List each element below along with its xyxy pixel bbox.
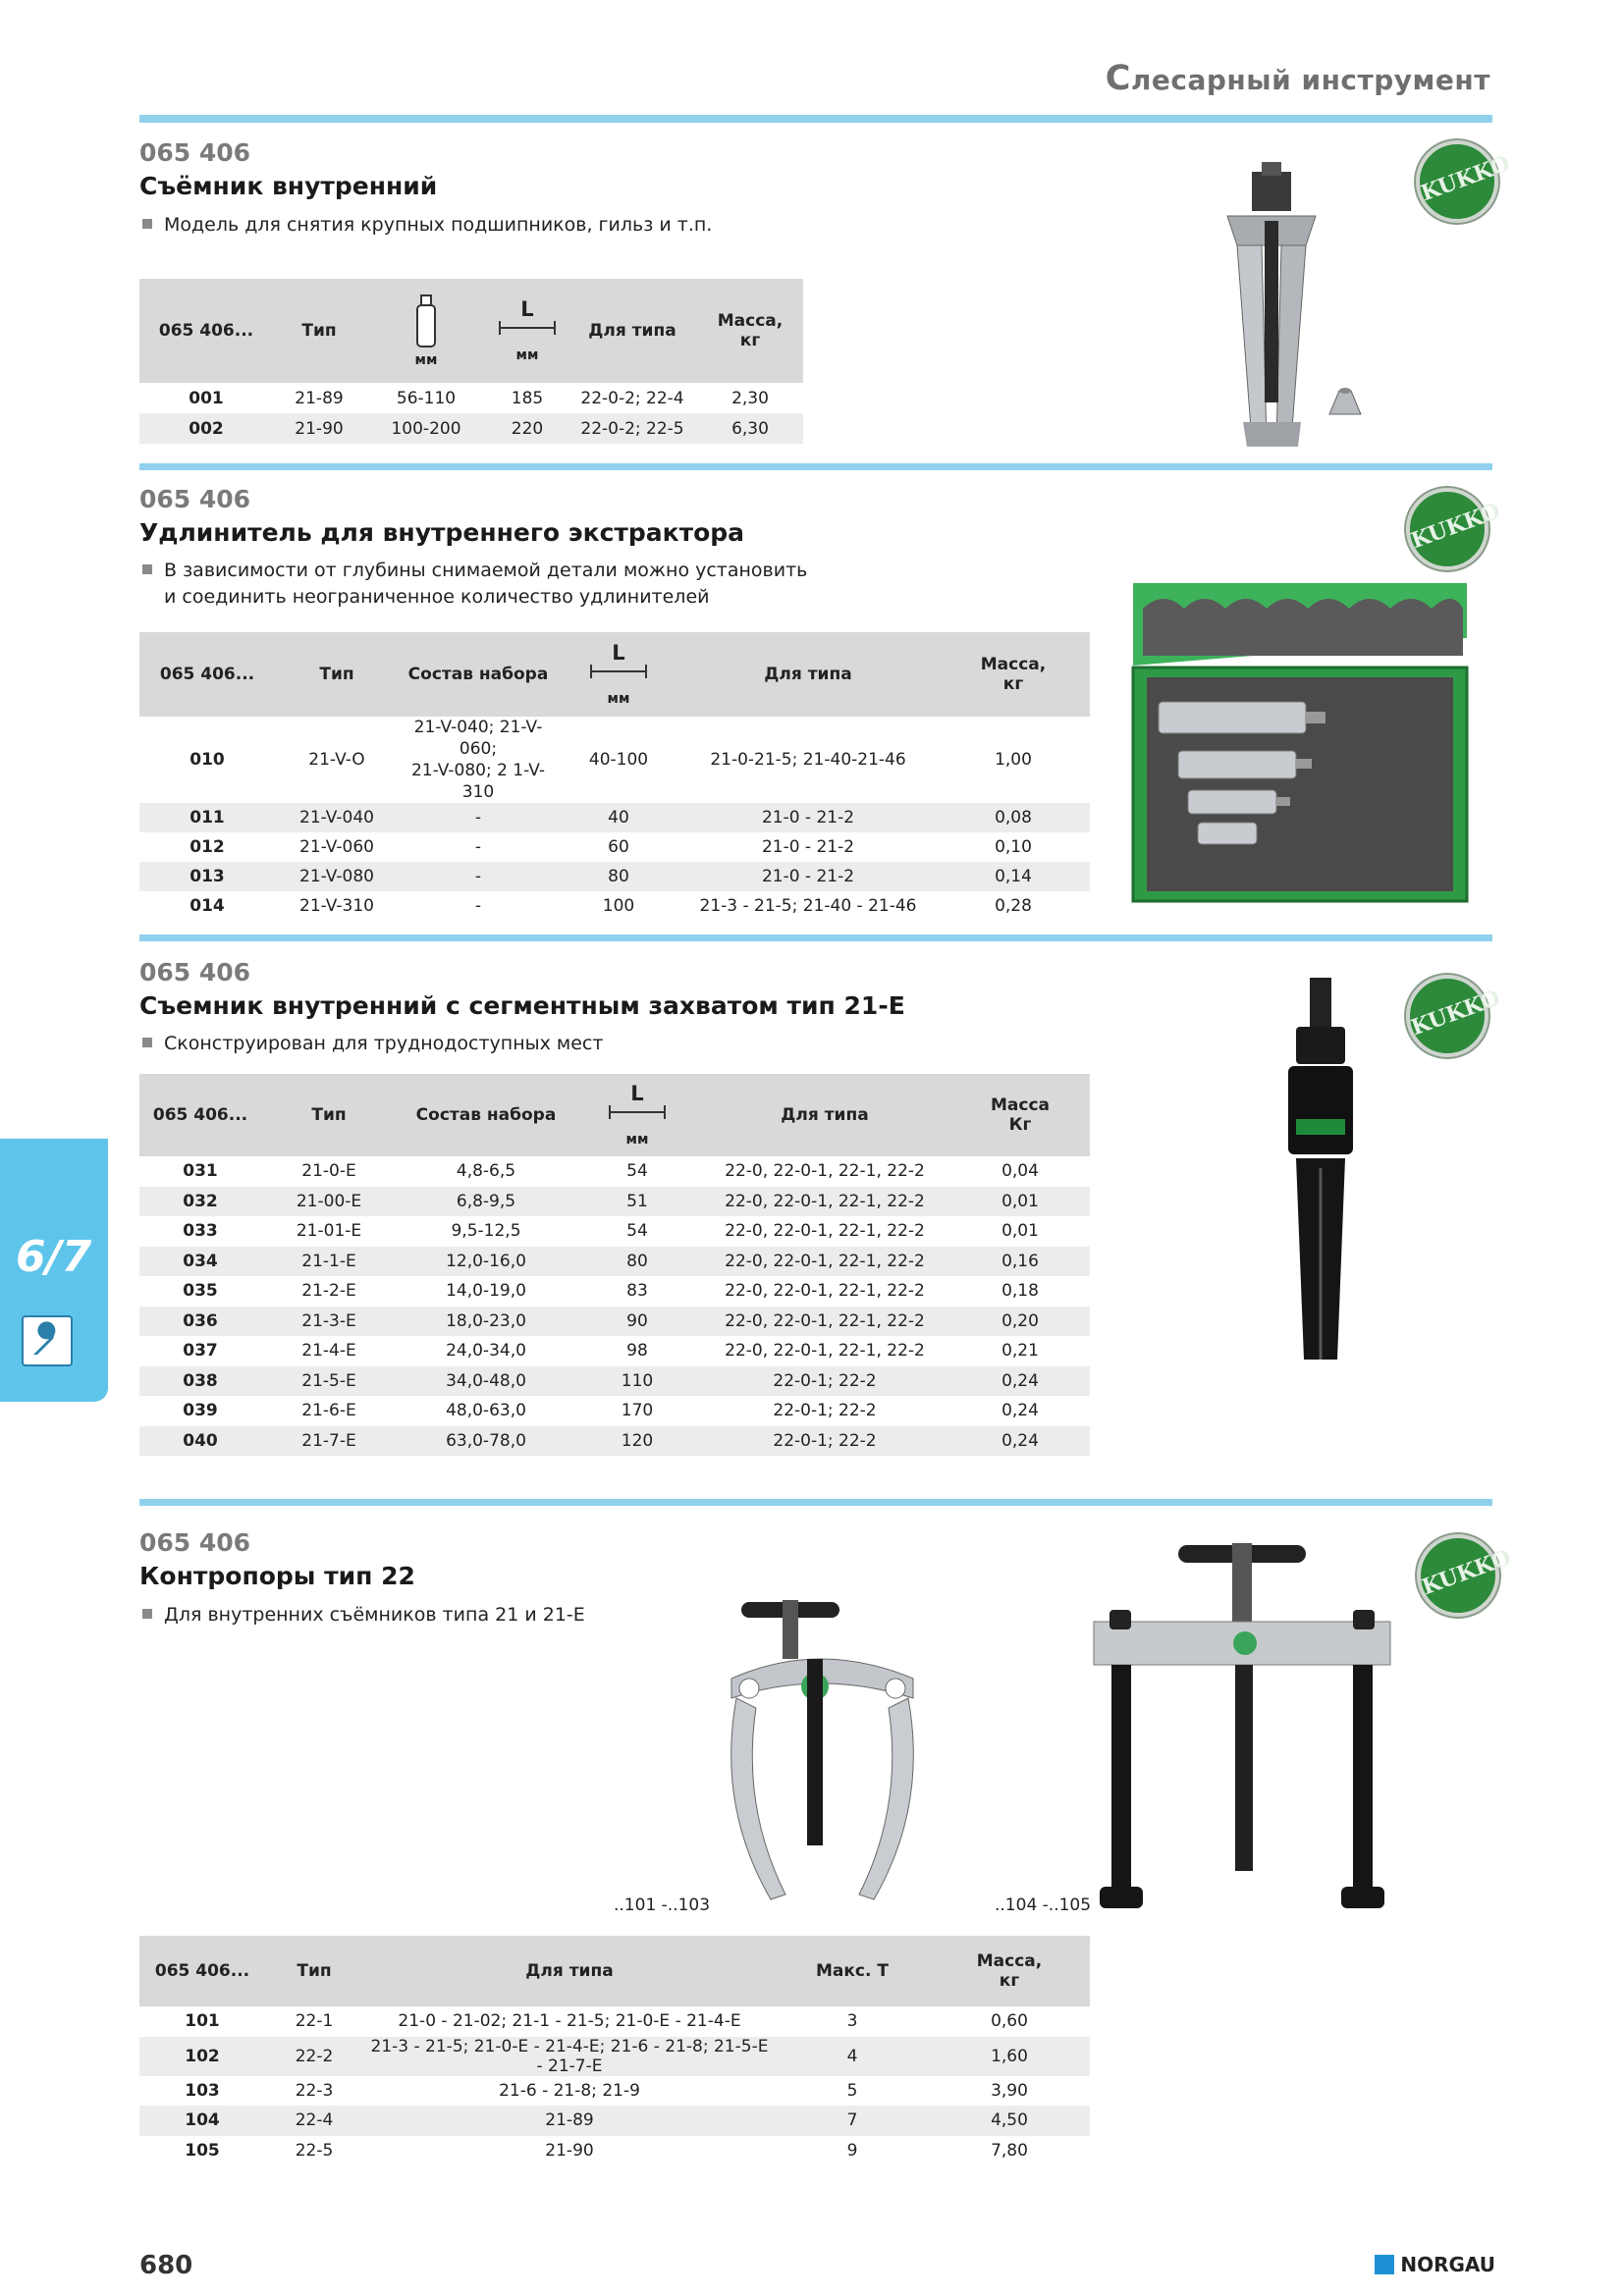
- table-row: 001 21-89 56-110 185 22-0-2; 22-4 2,30: [189, 388, 769, 408]
- product-title: Съёмник внутренний: [139, 172, 438, 200]
- brand-logo: NORGAU: [1375, 2253, 1495, 2276]
- spec-table: [139, 1074, 1090, 1456]
- product-title: Съемник внутренний с сегментным захватом тип 21-E: [139, 991, 905, 1020]
- table-row: 103 22-3 21-6 - 21-8; 21-9 5 3,90: [185, 2080, 1028, 2101]
- table-row: 034 21-1-E 12,0-16,0 80 22-0, 22-0-1, 22-1, 22-2 0,16: [139, 1247, 1090, 1277]
- table-row: 012 21-V-060 - 60 21-0 - 21-2 0,10: [189, 837, 1032, 857]
- col-header-article: 065 406...: [139, 279, 273, 383]
- kukko-logo: KUKKO: [1406, 975, 1488, 1057]
- page-number: 680: [139, 2251, 193, 2280]
- kukko-logo: KUKKO: [1417, 1534, 1499, 1617]
- bullet-square-icon: [142, 1609, 152, 1619]
- table-row: 039 21-6-E 48,0-63,0 170 22-0-1; 22-2 0,24: [183, 1401, 1039, 1421]
- image-caption: ..101 -..103: [614, 1896, 711, 1915]
- kukko-logo: KUKKO: [1406, 488, 1488, 570]
- col-header-mass: Масса Кг: [950, 1074, 1090, 1156]
- chapter-side-tab[interactable]: [0, 1139, 108, 1402]
- col-header-set-contents: Состав набора: [399, 632, 558, 717]
- table-row: 102 22-2 21-3 - 21-5; 21-0-E - 21-4-E; 21-6 - 21-8; 21-5-E - 21-7-E 4 1,60: [139, 2037, 1090, 2076]
- spec-table: [139, 279, 803, 444]
- col-header-max-load: Макс. Т: [776, 1936, 929, 2006]
- feature-bullet: Модель для снятия крупных подшипников, гильз и т.п.: [142, 212, 712, 239]
- length-icon: L: [588, 643, 649, 686]
- col-header-type: Тип: [265, 1936, 363, 2006]
- article-code: 065 406: [139, 485, 251, 513]
- col-header-length: L мм: [558, 632, 679, 717]
- article-code: 065 406: [139, 138, 251, 167]
- wrench-icon: [22, 1315, 73, 1366]
- feature-bullet-cont: и соединить неограниченное количество удлинителей: [164, 586, 710, 608]
- chapter-number: 6/7: [16, 1232, 92, 1282]
- section-header-title: Слесарный инструмент: [1105, 59, 1490, 98]
- table-row: 031 21-0-E 4,8-6,5 54 22-0, 22-0-1, 22-1, 22-2 0,04: [183, 1161, 1039, 1182]
- article-code: 065 406: [139, 1528, 251, 1557]
- image-caption: ..104 -..105: [995, 1896, 1092, 1915]
- col-header-type: Тип: [273, 279, 365, 383]
- table-row: 101 22-1 21-0 - 21-02; 21-1 - 21-5; 21-0-E - 21-4-E 3 0,60: [185, 2011, 1028, 2032]
- extension-set-case-image: [1129, 579, 1471, 903]
- puller-cone-image: [1325, 385, 1365, 420]
- col-header-for-type: Для типа: [568, 279, 697, 383]
- bullet-square-icon: [142, 1038, 152, 1047]
- table-row: 036 21-3-E 18,0-23,0 90 22-0, 22-0-1, 22-1, 22-2 0,20: [139, 1307, 1090, 1337]
- table-row: 010 21-V-O 21-V-040; 21-V-060; 21-V-080; 2 1-V-310 40-100 21-0-21-5; 21-40-21-46 1,00: [189, 718, 1032, 802]
- section-divider: [139, 463, 1492, 470]
- col-header-length: L мм: [487, 279, 568, 383]
- col-header-article: 065 406...: [139, 1074, 261, 1156]
- bullet-square-icon: [142, 219, 152, 229]
- table-row: 011 21-V-040 - 40 21-0 - 21-2 0,08: [139, 803, 1090, 832]
- col-header-mass: Масса, кг: [937, 632, 1090, 717]
- col-header-for-type: Для типа: [679, 632, 937, 717]
- support-22-4-image: [1080, 1531, 1404, 1914]
- col-header-diameter: мм: [365, 279, 487, 383]
- table-row: 033 21-01-E 9,5-12,5 54 22-0, 22-0-1, 22-1, 22-2 0,01: [183, 1221, 1039, 1242]
- spec-table: [139, 1936, 1090, 2165]
- spec-table: [139, 632, 1090, 921]
- col-header-article: 065 406...: [139, 632, 275, 717]
- table-row: 105 22-5 21-90 9 7,80: [185, 2140, 1028, 2161]
- col-header-for-type: Для типа: [363, 1936, 776, 2006]
- col-header-set-contents: Состав набора: [397, 1074, 575, 1156]
- table-row: 002 21-90 100-200 220 22-0-2; 22-5 6,30: [139, 413, 803, 444]
- brand-square-icon: [1375, 2255, 1394, 2274]
- article-code: 065 406: [139, 958, 251, 987]
- col-header-length: L мм: [575, 1074, 699, 1156]
- table-row: 104 22-4 21-89 7 4,50: [139, 2106, 1090, 2136]
- table-row: 013 21-V-080 - 80 21-0 - 21-2 0,14: [139, 862, 1090, 891]
- col-header-mass: Масса, кг: [929, 1936, 1090, 2006]
- table-row: 014 21-V-310 - 100 21-3 - 21-5; 21-40 - 21-46 0,28: [189, 896, 1032, 916]
- col-header-for-type: Для типа: [699, 1074, 950, 1156]
- length-icon: L: [607, 1084, 668, 1127]
- table-row: 032 21-00-E 6,8-9,5 51 22-0, 22-0-1, 22-1, 22-2 0,01: [139, 1187, 1090, 1217]
- bullet-square-icon: [142, 564, 152, 574]
- table-row: 040 21-7-E 63,0-78,0 120 22-0-1; 22-2 0,24: [139, 1426, 1090, 1457]
- feature-bullet: В зависимости от глубины снимаемой детали можно установить: [142, 558, 807, 584]
- section-divider: [139, 1499, 1492, 1506]
- col-header-mass: Масса, кг: [697, 279, 803, 383]
- length-icon: L: [497, 299, 558, 343]
- section-divider: [139, 934, 1492, 941]
- kukko-logo: KUKKO: [1416, 140, 1498, 223]
- col-header-type: Тип: [275, 632, 399, 717]
- bore-diameter-icon: [411, 294, 441, 352]
- segment-puller-image: [1267, 972, 1375, 1364]
- col-header-type: Тип: [261, 1074, 397, 1156]
- table-row: 035 21-2-E 14,0-19,0 83 22-0, 22-0-1, 22-1, 22-2 0,18: [183, 1281, 1039, 1302]
- product-title: Контропоры тип 22: [139, 1562, 415, 1590]
- table-row: 038 21-5-E 34,0-48,0 110 22-0-1; 22-2 0,24: [139, 1366, 1090, 1397]
- col-header-article: 065 406...: [139, 1936, 265, 2006]
- header-rule: [139, 115, 1492, 123]
- support-22-1-image: [712, 1590, 938, 1914]
- table-row: 037 21-4-E 24,0-34,0 98 22-0, 22-0-1, 22-1, 22-2 0,21: [183, 1341, 1039, 1362]
- feature-bullet: Для внутренних съёмников типа 21 и 21-E: [142, 1602, 585, 1629]
- product-title: Удлинитель для внутреннего экстрактора: [139, 518, 745, 547]
- feature-bullet: Сконструирован для труднодоступных мест: [142, 1031, 603, 1057]
